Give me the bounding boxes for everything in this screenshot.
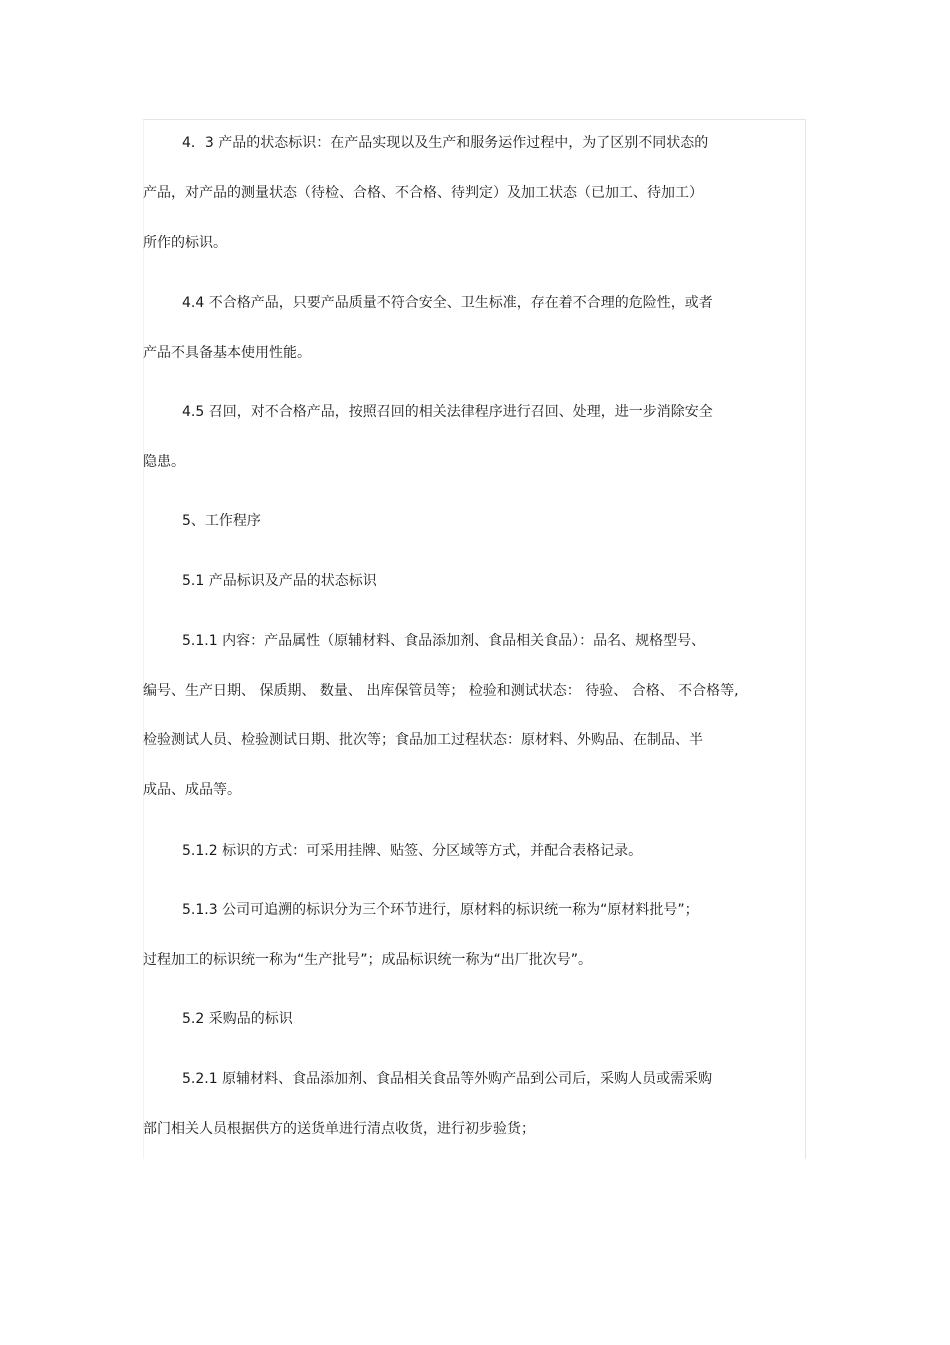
para-5-1-1-line-4: 成品、成品等。 (143, 782, 241, 798)
para-4-5-line-2: 隐患。 (143, 454, 185, 470)
para-5-1-2: 5.1.2 标识的方式：可采用挂牌、贴签、分区域等方式，并配合表格记录。 (182, 843, 643, 859)
section-5-heading: 5、工作程序 (182, 513, 261, 529)
para-4-3-line-1: 4．3 产品的状态标识：在产品实现以及生产和服务运作过程中，为了区别不同状态的 (182, 135, 709, 151)
para-5-2-1-line-1: 5.2.1 原辅材料、食品添加剂、食品相关食品等外购产品到公司后，采购人员或需采购 (182, 1071, 713, 1087)
section-5-1-heading: 5.1 产品标识及产品的状态标识 (182, 573, 377, 589)
para-4-4-line-2: 产品不具备基本使用性能。 (143, 345, 311, 361)
section-5-2-heading: 5.2 采购品的标识 (182, 1011, 293, 1027)
para-4-3-line-2: 产品，对产品的测量状态（待检、合格、不合格、待判定）及加工状态（已加工、待加工） (143, 185, 703, 201)
para-5-1-3-line-2: 过程加工的标识统一称为“生产批号”；成品标识统一称为“出厂批次号”。 (143, 952, 593, 968)
para-5-1-3-line-1: 5.1.3 公司可追溯的标识分为三个环节进行，原材料的标识统一称为“原材料批号”； (182, 902, 699, 918)
para-4-3-line-3: 所作的标识。 (143, 235, 227, 251)
para-5-1-1-line-1: 5.1.1 内容：产品属性（原辅材料、食品添加剂、食品相关食品）：品名、规格型号、 (182, 633, 706, 649)
para-4-5-line-1: 4.5 召回，对不合格产品，按照召回的相关法律程序进行召回、处理，进一步消除安全 (182, 404, 713, 420)
para-5-1-1-line-3: 检验测试人员、检验测试日期、批次等；食品加工过程状态：原材料、外购品、在制品、半 (143, 732, 703, 748)
para-4-4-line-1: 4.4 不合格产品，只要产品质量不符合安全、卫生标准，存在着不合理的危险性，或者 (182, 295, 713, 311)
para-5-2-1-line-2: 部门相关人员根据供方的送货单进行清点收货，进行初步验货； (143, 1121, 535, 1137)
para-5-1-1-line-2: 编号、生产日期、 保质期、 数量、 出库保管员等； 检验和测试状态： 待验、 合格、 不合格等, (143, 683, 739, 699)
